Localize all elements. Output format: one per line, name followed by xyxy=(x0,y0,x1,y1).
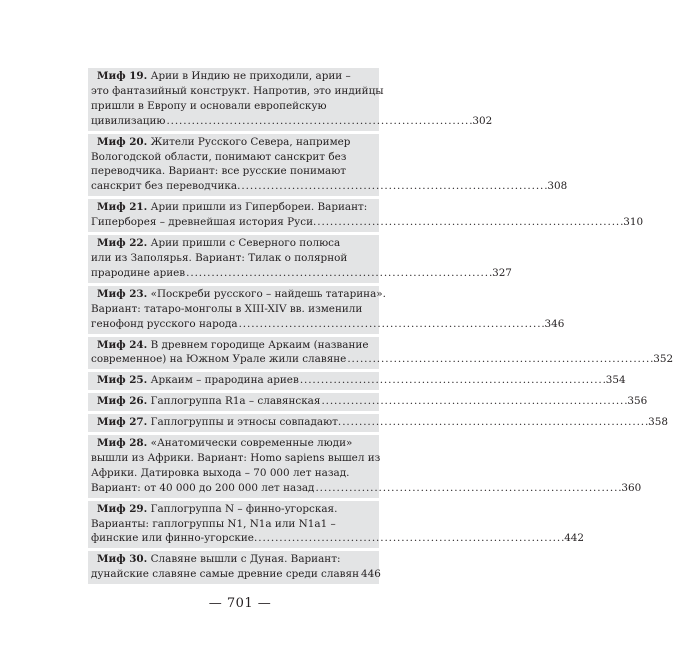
myth-number: Миф 23. xyxy=(97,287,148,300)
entry-line-with-page xyxy=(91,114,493,129)
dot-leader xyxy=(166,114,471,129)
entry-text-tail: Вариант: от 40 000 до 200 000 лет назад xyxy=(91,481,315,494)
toc-entry xyxy=(88,235,512,283)
entry-text xyxy=(91,179,240,194)
entry-text: Вариант: татаро-монголы в XIII-XIV вв. изменили xyxy=(91,302,363,315)
myth-number: Миф 26. xyxy=(97,395,148,408)
toc-entry xyxy=(88,199,644,232)
entry-text: В древнем городище Аркаим (название xyxy=(147,338,369,351)
entry-text xyxy=(97,373,299,388)
entry-text: это фантазийный конструкт. Напротив, это индийцы xyxy=(91,84,384,97)
toc-entry xyxy=(88,337,673,370)
entry-text xyxy=(91,266,185,281)
entry-text-tail: прародине ариев xyxy=(91,266,186,279)
entry-text xyxy=(91,531,257,546)
entry-line-with-page xyxy=(91,215,644,230)
entry-text-tail: современное) на Южном Урале жили славяне xyxy=(91,353,347,366)
page-reference: 346 xyxy=(544,317,565,330)
entry-text: Жители Русского Севера, например xyxy=(147,135,351,148)
toc-entry xyxy=(88,435,642,498)
page-reference: 356 xyxy=(627,395,648,408)
table-of-contents xyxy=(88,68,673,587)
entry-text: Африки. Датировка выхода – 70 000 лет назад. xyxy=(91,466,350,479)
toc-entry xyxy=(88,134,568,197)
page-reference: 358 xyxy=(648,416,668,429)
toc-entry xyxy=(88,501,585,549)
toc-entry xyxy=(88,414,668,432)
page-reference: 354 xyxy=(605,374,626,387)
entry-line-with-page xyxy=(91,317,565,332)
entry-text-tail: Аркаим – прародина ариев xyxy=(147,374,299,387)
entry-text xyxy=(91,567,359,582)
entry-line-with-page xyxy=(91,415,668,430)
myth-number: Миф 21. xyxy=(97,201,148,214)
myth-number: Миф 30. xyxy=(97,553,148,566)
entry-line xyxy=(91,552,376,567)
entry-text: Арии пришли с Северного полюса xyxy=(147,237,341,250)
myth-number: Миф 19. xyxy=(97,70,148,82)
dot-leader xyxy=(239,317,544,332)
entry-text-tail: дунайские славяне самые древние среди славян xyxy=(91,568,360,581)
entry-line xyxy=(91,99,376,114)
entry-line xyxy=(91,84,384,99)
dot-leader xyxy=(342,415,647,430)
entry-text-tail: генофонд русского народа xyxy=(91,317,238,330)
dot-leader xyxy=(317,215,622,230)
entry-line xyxy=(91,436,376,451)
dot-leader xyxy=(300,373,605,388)
entry-text-tail: Гаплогруппа R1a – славянская xyxy=(147,395,321,408)
myth-number: Миф 24. xyxy=(97,338,148,351)
entry-line-with-page xyxy=(91,481,642,496)
entry-line xyxy=(91,302,376,317)
entry-line xyxy=(91,251,376,266)
entry-text: Вологодской области, понимают санскрит без xyxy=(91,150,347,163)
entry-line xyxy=(91,164,376,179)
entry-line xyxy=(91,451,381,466)
page-reference: 352 xyxy=(653,353,673,366)
entry-line-with-page xyxy=(91,352,673,367)
entry-text: «Поскреби русского – найдешь татарина». xyxy=(147,287,386,300)
page-reference: 302 xyxy=(472,114,493,127)
entry-text-tail: финские или финно-угорские. xyxy=(91,532,258,545)
page-reference: 442 xyxy=(564,532,585,545)
myth-number: Миф 28. xyxy=(97,437,148,450)
entry-line-with-page xyxy=(91,394,648,409)
entry-line-with-page xyxy=(91,266,512,281)
entry-text xyxy=(91,317,238,332)
entry-line xyxy=(91,338,376,353)
myth-number: Миф 27. xyxy=(97,416,148,429)
dot-leader xyxy=(315,481,620,496)
entry-text-tail: Гаплогруппы и этносы совпадают. xyxy=(147,416,342,429)
page-reference: 308 xyxy=(547,180,568,193)
toc-entry xyxy=(88,551,379,584)
myth-number: Миф 25. xyxy=(97,374,148,387)
entry-line xyxy=(91,502,376,517)
entry-text: Арии в Индию не приходили, арии – xyxy=(147,70,351,82)
entry-text: «Анатомически современные люди» xyxy=(147,437,353,450)
entry-text: Варианты: гаплогруппы N1, N1a или N1a1 – xyxy=(91,517,336,530)
entry-text: Арии пришли из Гипербореи. Вариант: xyxy=(147,201,368,214)
toc-entry xyxy=(88,372,626,390)
entry-text xyxy=(91,481,314,496)
entry-text-tail: Гиперборея – древнейшая история Руси. xyxy=(91,216,317,229)
entry-line-with-page xyxy=(91,567,381,582)
entry-text: Славяне вышли с Дуная. Вариант: xyxy=(147,553,341,566)
entry-line xyxy=(91,135,376,150)
entry-line-with-page xyxy=(91,179,568,194)
page-reference: 360 xyxy=(621,481,642,494)
entry-line xyxy=(91,69,376,84)
entry-line xyxy=(91,466,376,481)
entry-text: пришли в Европу и основали европейскую xyxy=(91,99,327,112)
entry-text xyxy=(91,215,316,230)
entry-text-tail: санскрит без переводчика. xyxy=(91,180,241,193)
page-reference: 446 xyxy=(361,568,381,581)
entry-text: или из Заполярья. Вариант: Тилак о полярной xyxy=(91,251,348,264)
page-reference: 310 xyxy=(623,216,644,229)
entry-text: Гаплогруппа N – финно-угорская. xyxy=(147,502,338,515)
dot-leader xyxy=(321,394,626,409)
entry-text xyxy=(91,352,346,367)
entry-line xyxy=(91,200,376,215)
entry-line-with-page xyxy=(91,373,626,388)
entry-text xyxy=(97,394,320,409)
myth-number: Миф 22. xyxy=(97,237,148,250)
entry-line xyxy=(91,287,386,302)
dot-leader xyxy=(186,266,491,281)
entry-text: вышли из Африки. Вариант: Homo sapiens вышел из xyxy=(91,451,381,464)
myth-number: Миф 29. xyxy=(97,502,148,515)
entry-text xyxy=(91,114,165,129)
toc-entry xyxy=(88,286,565,334)
entry-text: переводчика. Вариант: все русские понимают xyxy=(91,165,347,178)
entry-line xyxy=(91,517,376,532)
dot-leader xyxy=(241,179,546,194)
entry-text xyxy=(97,415,341,430)
toc-entry xyxy=(88,68,493,131)
dot-leader xyxy=(347,352,652,367)
page-number: — 701 — xyxy=(208,596,272,611)
myth-number: Миф 20. xyxy=(97,135,148,148)
entry-line xyxy=(91,236,376,251)
entry-text-tail: цивилизацию xyxy=(91,114,166,127)
dot-leader xyxy=(258,531,563,546)
page-reference: 327 xyxy=(492,266,512,279)
entry-line xyxy=(91,150,376,165)
toc-entry xyxy=(88,393,648,411)
entry-line-with-page xyxy=(91,531,585,546)
